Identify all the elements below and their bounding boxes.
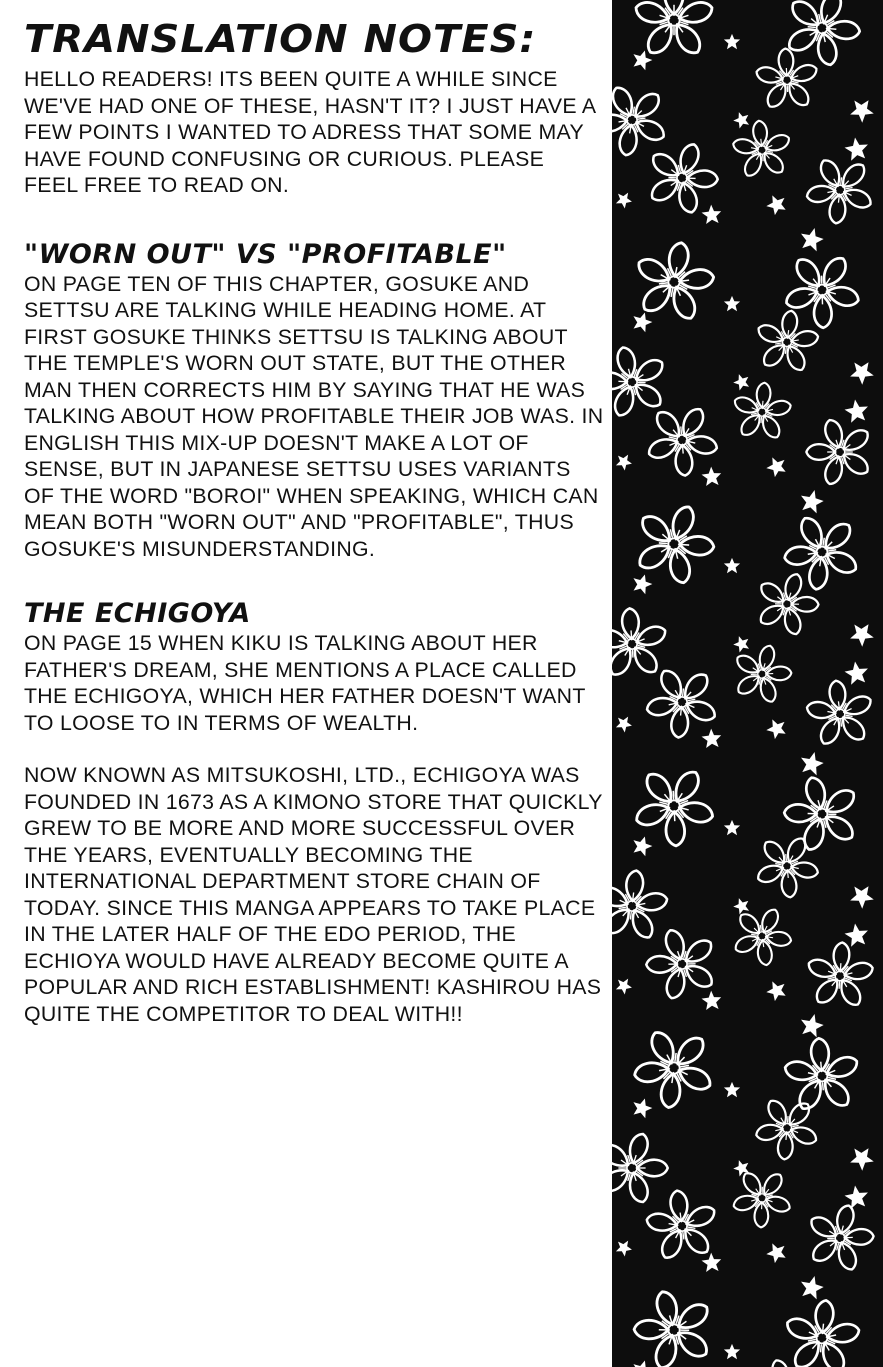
small-blossom-icon xyxy=(724,34,740,49)
small-blossom-icon xyxy=(700,988,725,1013)
cherry-blossom-icon xyxy=(803,940,876,1010)
page-title: TRANSLATION NOTES: xyxy=(24,18,537,62)
small-blossom-icon xyxy=(724,558,740,573)
small-blossom-icon xyxy=(700,202,725,227)
small-blossom-icon xyxy=(765,716,791,742)
cherry-blossom-icon xyxy=(747,564,828,643)
section-heading-echigoya: THE ECHIGOYA xyxy=(24,598,251,629)
small-blossom-icon xyxy=(765,454,791,480)
small-blossom-icon xyxy=(724,1344,740,1359)
small-blossom-icon xyxy=(630,1358,654,1367)
cherry-blossom-icon xyxy=(730,380,795,442)
section-paragraph-echigoya-2: NOW KNOWN AS MITSUKOSHI, LTD., ECHIGOYA WAS FOUNDED IN 1673 AS A KIMONO STORE THAT QUICKLY GREW TO BE MORE AND MORE SUCCESSFUL OVER THE YEARS, EVENTUALLY BECOMING THE INTERNATIONAL DEPARTMENT STORE CHAIN OF TODAY. SINCE THIS MANGA APPEARS TO TAKE PLACE IN THE LATER HALF OF THE EDO PERIOD, THE ECHIOYA WOULD HAVE ALREADY BECOME QUITE A POPULAR AND RICH ESTABLISHMENT! KASHIROU HAS QUITE THE COMPETITOR TO DEAL WITH!! xyxy=(24,763,603,1026)
small-blossom-icon xyxy=(801,751,825,776)
cherry-blossom-icon xyxy=(794,404,883,498)
cherry-blossom-icon xyxy=(744,823,830,908)
small-blossom-icon xyxy=(801,1275,825,1300)
cherry-blossom-icon xyxy=(793,142,883,237)
small-blossom-icon xyxy=(615,453,633,472)
notes-text-column xyxy=(24,18,604,1027)
small-blossom-icon xyxy=(630,572,654,596)
cherry-blossom-icon xyxy=(612,1123,678,1212)
small-blossom-icon xyxy=(724,820,740,835)
small-blossom-icon xyxy=(630,1096,654,1120)
cherry-blossom-icon xyxy=(636,132,728,222)
section-heading-worn-out: "WORN OUT" VS "PROFITABLE" xyxy=(24,238,507,270)
small-blossom-icon xyxy=(765,1240,791,1266)
cherry-blossom-icon xyxy=(725,637,799,709)
small-blossom-icon xyxy=(724,1082,740,1097)
cherry-blossom-icon xyxy=(799,1197,882,1278)
small-blossom-icon xyxy=(630,310,654,334)
cherry-blossom-icon xyxy=(772,0,872,76)
small-blossom-icon xyxy=(731,895,753,917)
small-blossom-icon xyxy=(615,977,633,996)
small-blossom-icon xyxy=(724,296,740,311)
small-blossom-icon xyxy=(801,1013,825,1038)
small-blossom-icon xyxy=(630,834,654,858)
small-blossom-icon xyxy=(846,618,878,649)
floral-pattern-strip xyxy=(612,0,883,1367)
section-paragraph-echigoya-1: ON PAGE 15 WHEN KIKU IS TALKING ABOUT HER FATHER'S DREAM, SHE MENTIONS A PLACE CALLED THE ECHIGOYA, WHICH HER FATHER DOESN'T WANT TO LOOSE TO IN TERMS OF WEALTH. xyxy=(24,631,586,735)
small-blossom-icon xyxy=(801,489,825,514)
section-paragraph-worn-out: ON PAGE TEN OF THIS CHAPTER, GOSUKE AND SETTSU ARE TALKING WHILE HEADING HOME. AT FIRST GOSUKE THINKS SETTSU IS TALKING ABOUT THE TEMPLE'S WORN OUT STATE, BUT THE OTHER MAN THEN CORRECTS HIM BY SAYING THAT HE WAS TALKING ABOUT HOW PROFITABLE THEIR JOB WAS. IN ENGLISH THIS MIX-UP DOESN'T MAKE A LOT OF SENSE, BUT IN JAPANESE SETTSU USES VARIANTS OF THE WORD "BOROI" WHEN SPEAKING, WHICH CAN MEAN BOTH "WORN OUT" AND "PROFITABLE", THUS GOSUKE'S MISUNDERSTANDING. xyxy=(24,271,604,561)
small-blossom-icon xyxy=(700,726,725,751)
cherry-blossom-icon xyxy=(797,669,883,759)
cherry-blossom-icon xyxy=(771,761,875,866)
small-blossom-icon xyxy=(846,880,878,911)
small-blossom-icon xyxy=(846,356,878,387)
cherry-blossom-icon xyxy=(723,896,803,974)
cherry-blossom-icon xyxy=(774,1026,872,1126)
cherry-blossom-icon xyxy=(612,0,883,1367)
cherry-blossom-icon xyxy=(622,492,727,595)
small-blossom-icon xyxy=(731,633,753,655)
cherry-blossom-icon xyxy=(780,1296,865,1367)
cherry-blossom-icon xyxy=(627,235,722,327)
small-blossom-icon xyxy=(801,227,825,252)
small-blossom-icon xyxy=(846,94,878,125)
small-blossom-icon xyxy=(615,715,633,734)
small-blossom-icon xyxy=(700,464,725,489)
small-blossom-icon xyxy=(765,192,791,218)
small-blossom-icon xyxy=(841,658,873,690)
small-blossom-icon xyxy=(841,920,873,952)
cherry-blossom-icon xyxy=(612,866,673,944)
small-blossom-icon xyxy=(841,134,873,166)
small-blossom-icon xyxy=(841,1182,873,1214)
cherry-blossom-icon xyxy=(748,39,828,121)
cherry-blossom-icon xyxy=(618,1011,731,1124)
small-blossom-icon xyxy=(841,396,873,428)
cherry-blossom-icon xyxy=(770,237,875,341)
cherry-blossom-icon xyxy=(612,597,679,691)
cherry-blossom-icon xyxy=(612,69,683,170)
intro-paragraph: HELLO READERS! ITS BEEN QUITE A WHILE SINCE WE'VE HAD ONE OF THESE, HASN'T IT? I JUST HAVE A FEW POINTS I WANTED TO ADRESS THAT SOME MAY HAVE FOUND CONFUSING OR CURIOUS. PLEASE FEEL FREE TO READ ON. xyxy=(24,67,596,197)
cherry-blossom-icon xyxy=(724,111,801,189)
cherry-blossom-icon xyxy=(633,0,715,58)
cherry-blossom-icon xyxy=(751,306,823,376)
small-blossom-icon xyxy=(731,1157,753,1179)
small-blossom-icon xyxy=(615,191,633,210)
small-blossom-icon xyxy=(765,978,791,1004)
small-blossom-icon xyxy=(731,371,753,393)
cherry-blossom-icon xyxy=(620,1274,730,1367)
small-blossom-icon xyxy=(846,1142,878,1173)
small-blossom-icon xyxy=(615,1239,633,1258)
small-blossom-icon xyxy=(731,109,753,131)
